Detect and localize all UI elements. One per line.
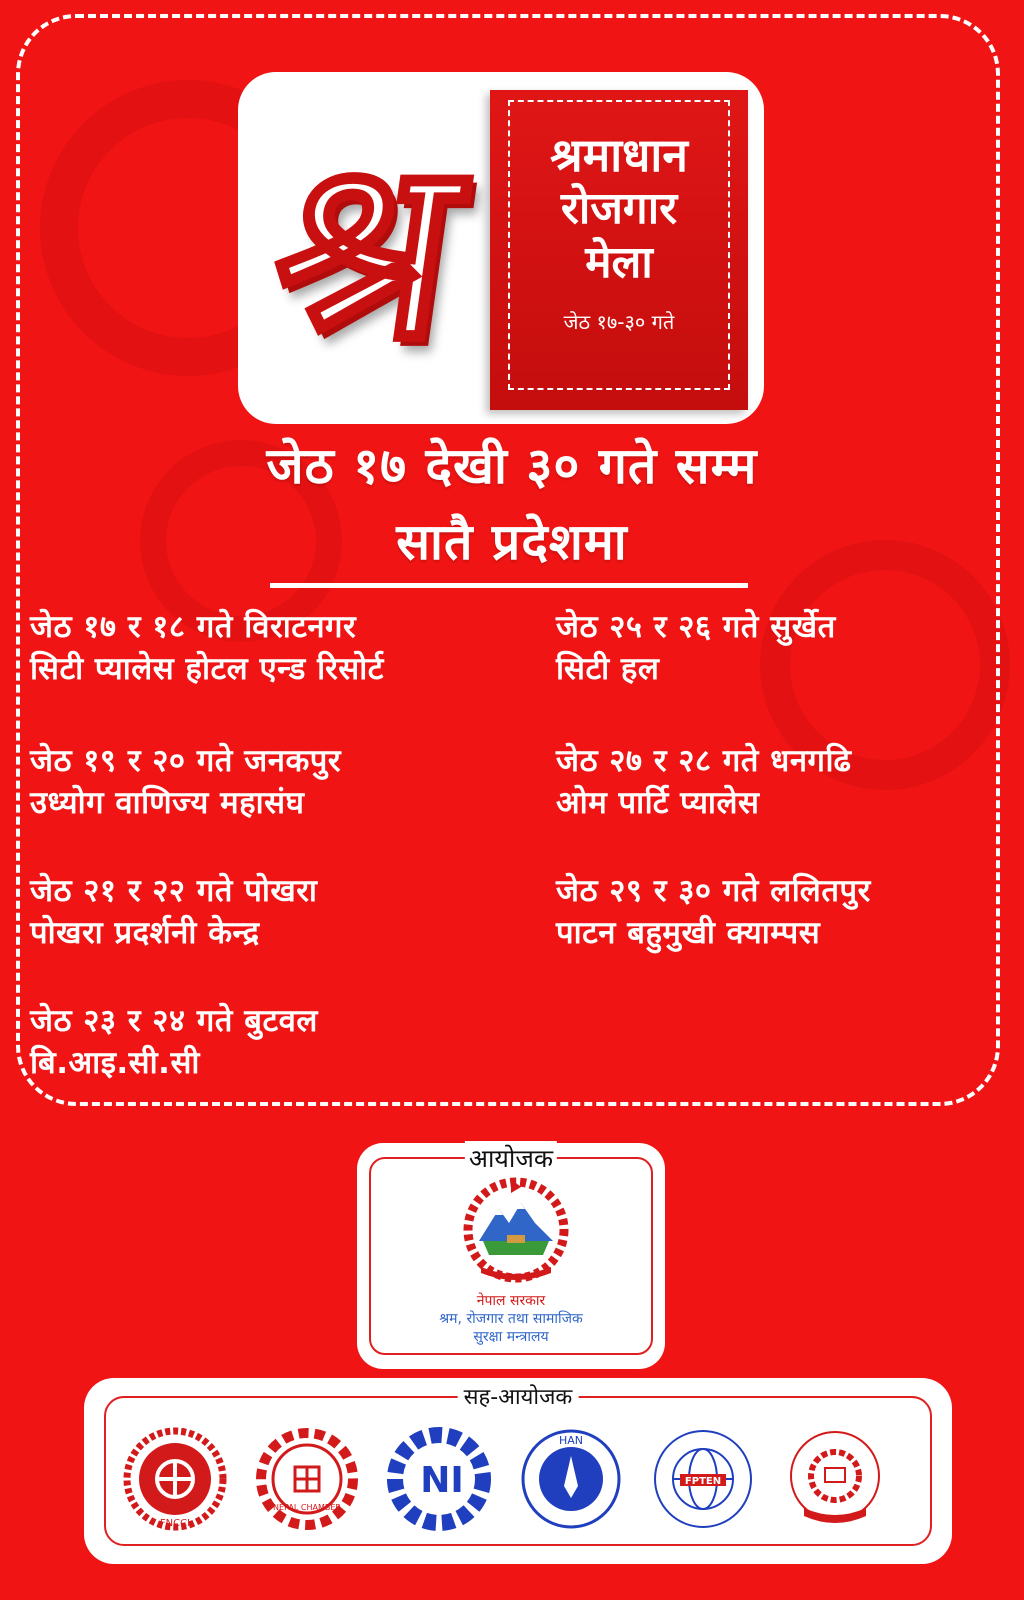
venue-biratnagar [30,606,384,690]
venue-date: जेठ १९ र २० गते जनकपुर [30,743,342,779]
cni-logo-icon [386,1426,492,1532]
nepal-chamber-label: NEPAL CHAMBER [273,1503,341,1512]
venue-date: जेठ २१ र २२ गते पोखरा [30,873,318,909]
fpten-label: FPTEN [684,1476,722,1487]
logo-date: जेठ १७-३० गते [563,310,675,334]
ministry-name-line2: सुरक्षा मन्त्रालय [473,1329,549,1345]
venue-place: सिटी प्यालेस होटल एन्ड रिसोर्ट [30,651,384,687]
venue-date: जेठ २७ र २८ गते धनगढि [556,743,852,779]
venue-lalitpur [556,870,871,954]
venue-pokhara [30,870,317,954]
fncci-logo-icon [122,1426,228,1532]
headline-dates: जेठ १७ देखी ३० गते सम्म [266,437,758,495]
headline-provinces: सातै प्रदेशमा [396,513,628,571]
co-organizer-title: सह-आयोजक [458,1381,579,1411]
gov-name: नेपाल सरकार [476,1293,546,1309]
fpten-logo-icon [650,1426,756,1532]
shram-logo-glyph: श्र [256,101,476,395]
event-logo [238,72,764,424]
venue-place: पोखरा प्रदर्शनी केन्द्र [30,915,260,951]
logo-title-line2: रोजगार [560,183,678,234]
co-organizer-card [84,1378,952,1564]
venue-place: उध्योग वाणिज्य महासंघ [30,785,305,821]
fncci-label: FNCCI [159,1518,191,1529]
logo-title-line1: श्रमाधान [550,128,688,182]
cni-label: NI [420,1460,464,1501]
organizer-title: आयोजक [465,1141,557,1175]
ministry-name-line1: श्रम, रोजगार तथा सामाजिक [439,1311,583,1327]
venue-dhangadhi [556,740,851,824]
logo-title-line3: मेला [585,237,653,288]
venue-date: जेठ १७ र १८ गते विराटनगर [30,609,357,645]
logo-title-panel [490,90,748,410]
venue-date: जेठ २५ र २६ गते सुर्खेत [556,609,836,645]
organizer-border [369,1144,653,1355]
venue-surkhet [556,606,836,690]
logo-title-border [508,100,730,390]
han-logo-icon [518,1426,624,1532]
venue-place: पाटन बहुमुखी क्याम्पस [556,915,821,951]
venue-place: सिटी हल [556,651,660,687]
nepal-emblem-icon [451,1175,581,1285]
venue-date: जेठ २९ र ३० गते ललितपुर [556,873,871,909]
fncsi-logo-icon [782,1426,888,1532]
han-label: HAN [558,1434,584,1447]
headline-divider [270,583,748,588]
venue-place: ओम पार्टि प्यालेस [556,785,760,821]
venue-place: बि.आइ.सी.सी [30,1045,200,1081]
co-organizer-border [104,1385,932,1546]
venue-butwal [30,1000,318,1084]
organizer-card [357,1143,665,1369]
venue-janakpur [30,740,341,824]
nepal-chamber-logo-icon [254,1426,360,1532]
venue-date: जेठ २३ र २४ गते बुटवल [30,1003,318,1039]
